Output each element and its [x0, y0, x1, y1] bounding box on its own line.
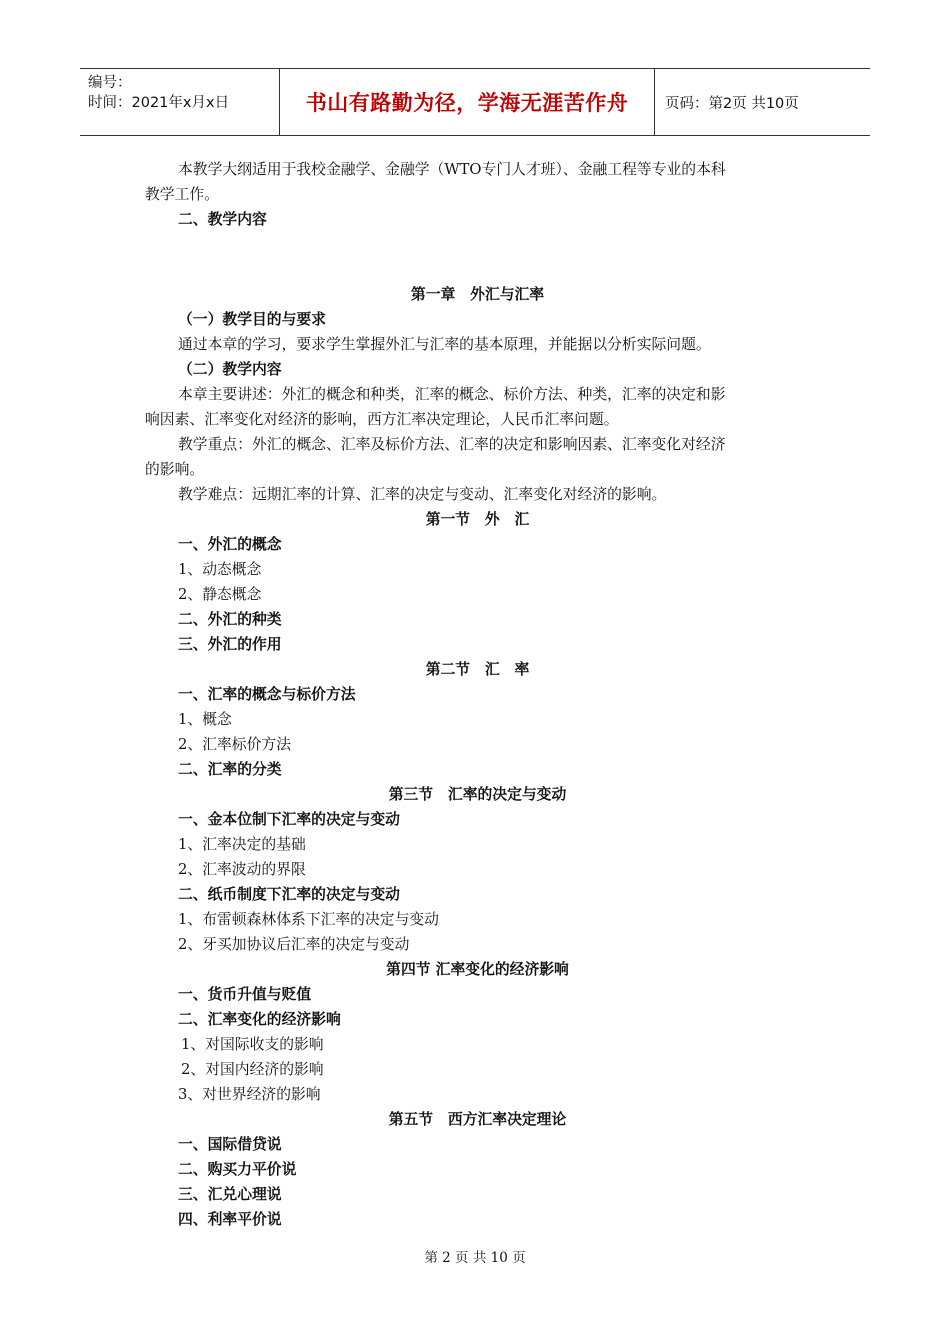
time-label: 时间：2021年x月x日 — [88, 95, 230, 111]
number-label: 编号： — [88, 75, 132, 91]
header-meta — [80, 69, 280, 135]
subheading: 二、外汇的种类 — [178, 611, 282, 628]
paragraph-line: 响因素、汇率变化对经济的影响，西方汇率决定理论，人民币汇率问题。 — [145, 411, 619, 428]
paragraph-line: 本章主要讲述：外汇的概念和种类，汇率的概念、标价方法、种类，汇率的决定和影 — [178, 386, 726, 403]
paragraph-line: 通过本章的学习，要求学生掌握外汇与汇率的基本原理，并能据以分析实际问题。 — [178, 336, 711, 353]
section-heading: 第一章 外汇与汇率 — [410, 286, 545, 303]
paragraph-line: 2、静态概念 — [178, 586, 262, 603]
subheading: 一、金本位制下汇率的决定与变动 — [178, 811, 400, 828]
subheading: 二、教学内容 — [178, 211, 267, 228]
subheading: 二、汇率变化的经济影响 — [178, 1011, 341, 1028]
paragraph-line: 本教学大纲适用于我校金融学、金融学（WTO专门人才班）、金融工程等专业的本科 — [178, 161, 726, 178]
subheading: 四、利率平价说 — [178, 1211, 282, 1228]
subheading: 二、汇率的分类 — [178, 761, 282, 778]
subheading: 一、货币升值与贬值 — [178, 986, 312, 1003]
subheading: 一、外汇的概念 — [178, 536, 282, 553]
paragraph-line: 3、对世界经济的影响 — [178, 1086, 321, 1103]
paragraph-line: 1、概念 — [178, 711, 232, 728]
paragraph-line: 1、动态概念 — [178, 561, 262, 578]
paragraph-line: 教学工作。 — [145, 186, 219, 203]
paragraph-line: 教学重点：外汇的概念、汇率及标价方法、汇率的决定和影响因素、汇率变化对经济 — [178, 436, 726, 453]
section-heading: 第二节 汇 率 — [425, 661, 530, 678]
subheading: 二、购买力平价说 — [178, 1161, 297, 1178]
page-header — [80, 68, 870, 136]
section-heading: 第四节 汇率变化的经济影响 — [386, 961, 569, 978]
subheading: 三、汇兑心理说 — [178, 1186, 282, 1203]
page-footer: 第 2 页 共 10 页 — [424, 1250, 526, 1266]
paragraph-line: 教学难点：远期汇率的计算、汇率的决定与变动、汇率变化对经济的影响。 — [178, 486, 667, 503]
paragraph-line: 1、布雷顿森林体系下汇率的决定与变动 — [178, 911, 439, 928]
paragraph-line: 的影响。 — [145, 461, 205, 478]
section-heading: 第三节 汇率的决定与变动 — [388, 786, 567, 803]
paragraph-line: 1、对国际收支的影响 — [181, 1036, 324, 1053]
header-motto: 书山有路勤为径，学海无涯苦作舟 — [280, 69, 655, 135]
subheading: 二、纸币制度下汇率的决定与变动 — [178, 886, 400, 903]
subheading: （二）教学内容 — [178, 361, 282, 378]
subheading: 一、国际借贷说 — [178, 1136, 282, 1153]
paragraph-line: 2、牙买加协议后汇率的决定与变动 — [178, 936, 410, 953]
paragraph-line: 1、汇率决定的基础 — [178, 836, 306, 853]
paragraph-line: 2、对国内经济的影响 — [181, 1061, 324, 1078]
paragraph-line: 2、汇率标价方法 — [178, 736, 291, 753]
section-heading: 第一节 外 汇 — [425, 511, 530, 528]
header-page-info: 页码：第2页 共10页 — [665, 95, 799, 112]
subheading: （一）教学目的与要求 — [178, 311, 326, 328]
paragraph-line: 2、汇率波动的界限 — [178, 861, 306, 878]
section-heading: 第五节 西方汇率决定理论 — [388, 1111, 567, 1128]
subheading: 三、外汇的作用 — [178, 636, 282, 653]
subheading: 一、汇率的概念与标价方法 — [178, 686, 356, 703]
